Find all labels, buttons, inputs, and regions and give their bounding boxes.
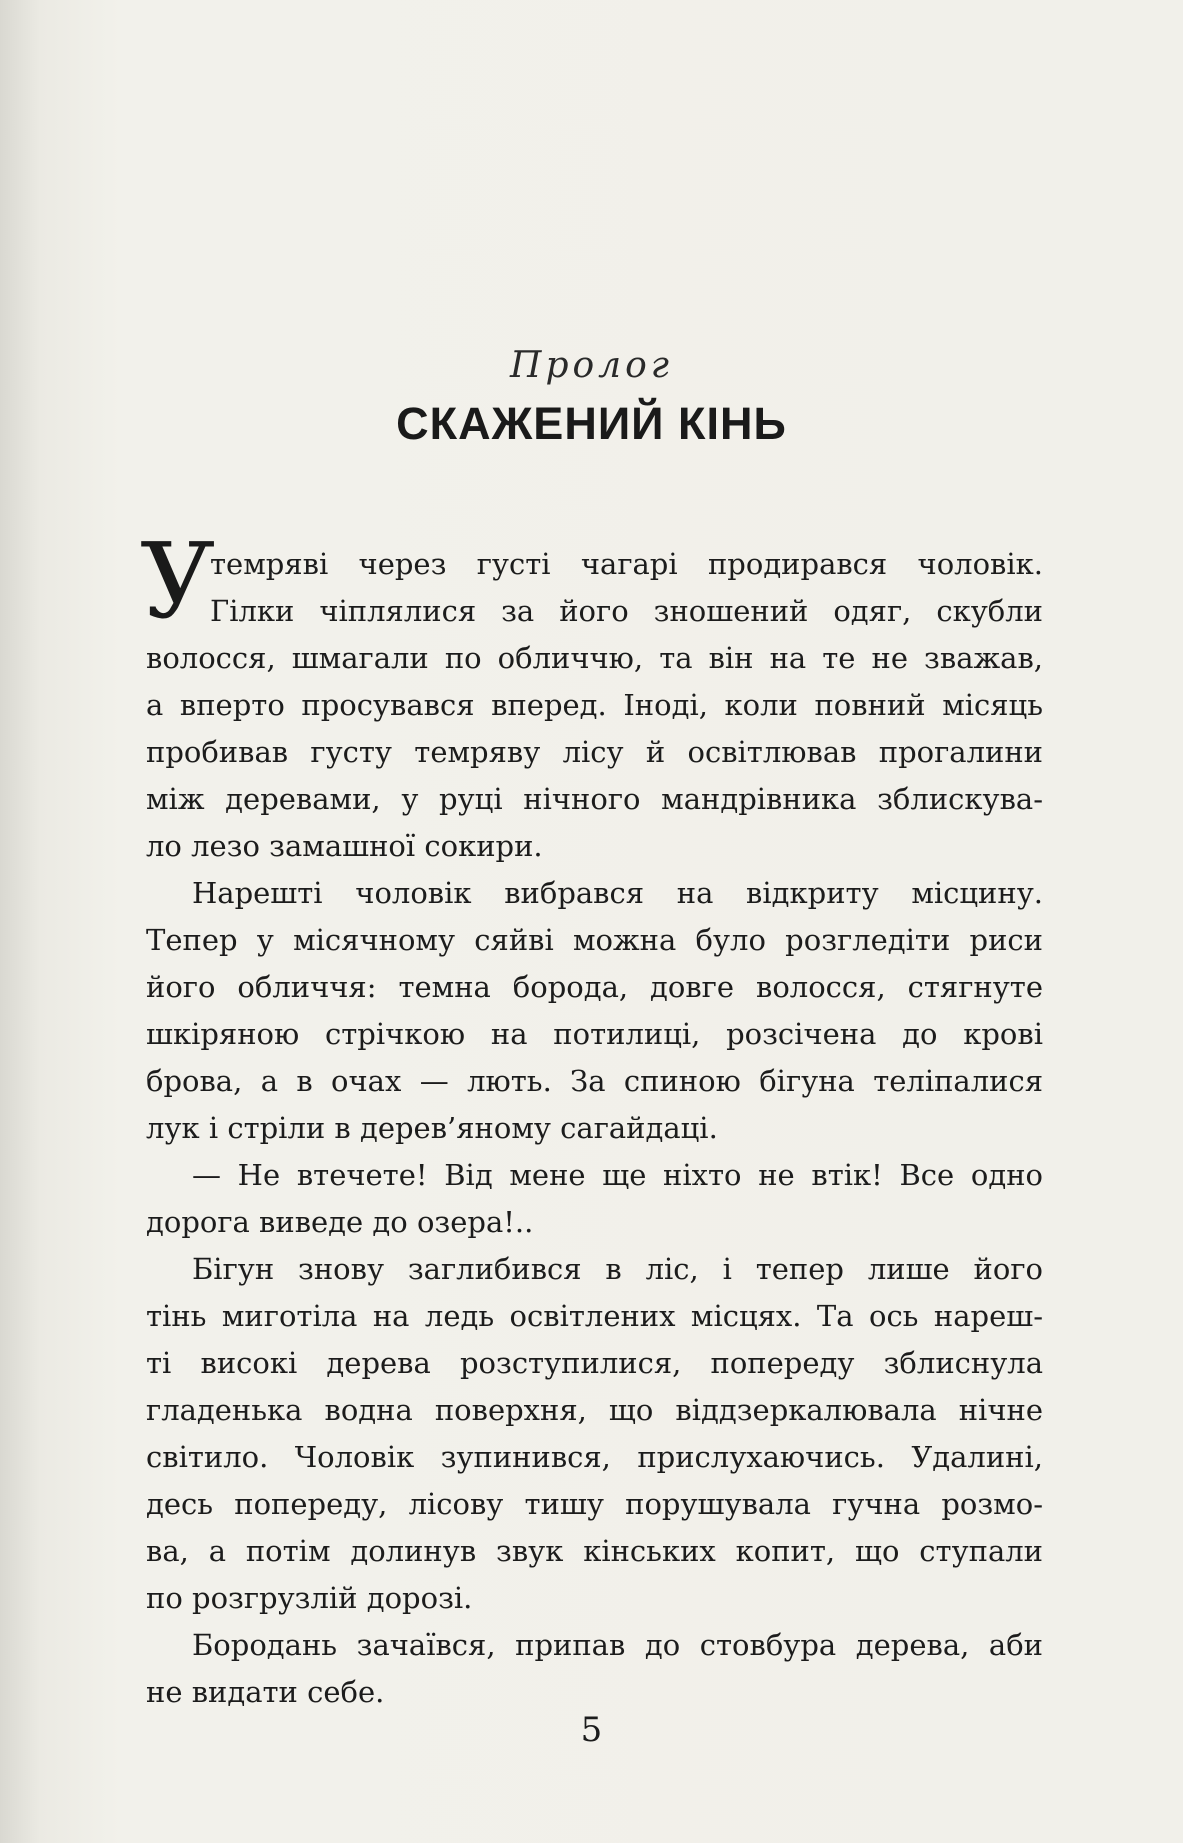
text-line: брова, а в очах — лють. За спиною бігуна теліпалися — [146, 1064, 1043, 1098]
text-line: Тепер у місячному сяйві можна було розгледіти риси — [146, 923, 1043, 957]
text-line: волосся, шмагали по обличчю, та він на те не зважав, — [146, 641, 1043, 675]
page-number: 5 — [580, 1710, 603, 1750]
chapter-title: СКАЖЕНИЙ КІНЬ — [396, 398, 787, 449]
body-text — [140, 520, 1043, 1716]
drop-cap: У — [140, 520, 216, 642]
text-line: його обличчя: темна борода, довге волосся, стягнуте — [146, 970, 1043, 1004]
text-line: гладенька водна поверхня, що віддзеркалювала нічне — [146, 1393, 1043, 1427]
text-line: Бородань зачаївся, припав до стовбура дерева, аби — [192, 1628, 1043, 1662]
text-line: дорога виведе до озера!.. — [146, 1205, 534, 1239]
text-line: ті високі дерева розступилися, попереду зблиснула — [146, 1346, 1043, 1380]
text-line: шкіряною стрічкою на потилиці, розсічена до крові — [146, 1017, 1043, 1051]
text-line: світило. Чоловік зупинився, прислухаючись. Удалині, — [146, 1440, 1043, 1474]
text-line: пробивав густу темряву лісу й освітлював прогалини — [146, 735, 1043, 769]
text-line: Бігун знову заглибився в ліс, і тепер лише його — [192, 1252, 1043, 1286]
chapter-label: Пролог — [510, 345, 673, 386]
text-line: а вперто просувався вперед. Іноді, коли повний місяць — [146, 688, 1043, 722]
text-line: десь попереду, лісову тишу порушувала гучна розмо- — [146, 1487, 1043, 1521]
text-line: — Не втечете! Від мене ще ніхто не втік! Все одно — [192, 1158, 1043, 1192]
text-line: Гілки чіплялися за його зношений одяг, скубли — [210, 594, 1043, 628]
text-line: темряві через густі чагарі продирався чоловік. — [210, 547, 1043, 581]
text-line: Нарешті чоловік вибрався на відкриту місцину. — [192, 876, 1043, 910]
text-line: лук і стріли в дерев’яному сагайдаці. — [146, 1111, 718, 1145]
text-line: тінь миготіла на ледь освітлених місцях. Та ось нареш- — [146, 1299, 1043, 1333]
text-line: по розгрузлій дорозі. — [146, 1581, 473, 1615]
text-line: між деревами, у руці нічного мандрівника зблискува- — [146, 782, 1043, 816]
text-line: не видати себе. — [146, 1675, 385, 1709]
text-line: ло лезо замашної сокири. — [146, 829, 543, 863]
text-line: ва, а потім долинув звук кінських копит, що ступали — [146, 1534, 1043, 1568]
